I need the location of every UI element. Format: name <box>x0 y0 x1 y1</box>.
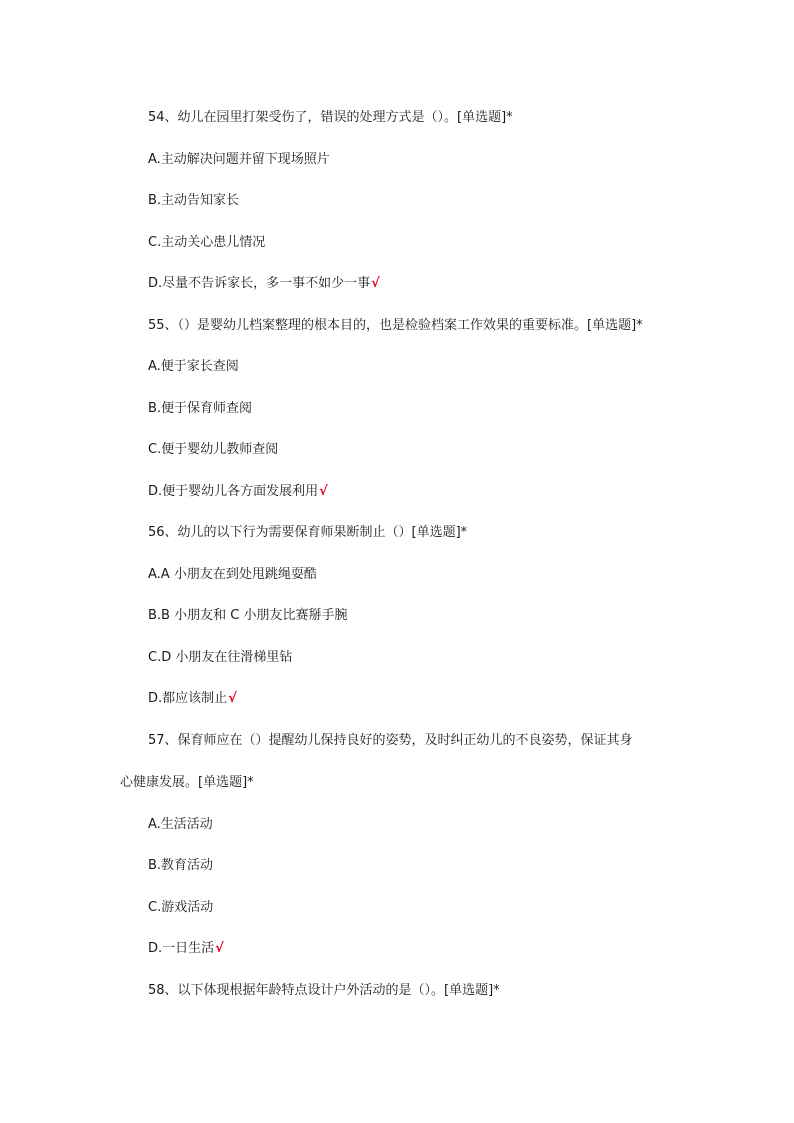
option-54-b: B.主动告知家长 <box>148 193 240 208</box>
question-57: 57、保育师应在（）提醒幼儿保持良好的姿势，及时纠正幼儿的不良姿势，保证其身 <box>148 733 633 748</box>
option-56-d-text: D.都应该制止 <box>148 691 228 706</box>
correct-check-mark: √ <box>319 484 328 499</box>
option-55-c: C.便于婴幼儿教师查阅 <box>148 442 279 457</box>
option-54-c: C.主动关心患儿情况 <box>148 235 266 250</box>
option-57-d-text: D.一日生活 <box>148 941 215 956</box>
correct-check-mark: √ <box>228 691 237 706</box>
option-57-d <box>148 940 224 958</box>
option-57-c: C.游戏活动 <box>148 900 214 915</box>
question-54: 54、幼儿在园里打架受伤了，错误的处理方式是（）。[单选题]* <box>148 110 513 125</box>
correct-check-mark: √ <box>215 941 224 956</box>
question-55: 55、（）是婴幼儿档案整理的根本目的，也是检验档案工作效果的重要标准。[单选题]* <box>148 318 643 333</box>
option-56-a: A.A 小朋友在到处甩跳绳耍酷 <box>148 567 317 582</box>
option-54-d <box>148 275 380 293</box>
option-57-a: A.生活活动 <box>148 817 213 832</box>
option-56-d <box>148 690 237 708</box>
correct-check-mark: √ <box>371 276 380 291</box>
question-56: 56、幼儿的以下行为需要保育师果断制止（）[单选题]* <box>148 525 468 540</box>
question-57-continuation: 心健康发展。[单选题]* <box>120 775 254 790</box>
option-54-d-text: D.尽量不告诉家长，多一事不如少一事 <box>148 276 371 291</box>
option-55-d-text: D.便于婴幼儿各方面发展利用 <box>148 484 319 499</box>
option-56-b: B.B 小朋友和 C 小朋友比赛掰手腕 <box>148 608 348 623</box>
option-54-a: A.主动解决问题并留下现场照片 <box>148 152 330 167</box>
question-58: 58、以下体现根据年龄特点设计户外活动的是（）。[单选题]* <box>148 983 500 998</box>
option-55-a: A.便于家长查阅 <box>148 359 239 374</box>
option-55-b: B.便于保育师查阅 <box>148 401 253 416</box>
option-56-c: C.D 小朋友在往滑梯里钻 <box>148 650 293 665</box>
option-55-d <box>148 483 328 501</box>
option-57-b: B.教育活动 <box>148 858 214 873</box>
